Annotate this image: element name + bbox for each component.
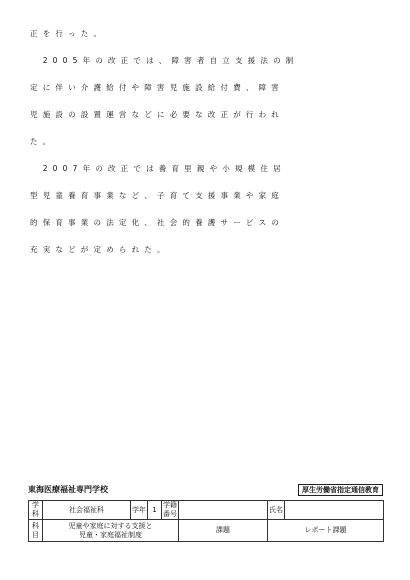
subject-value-line-2: 児童・家庭福祉制度 [79,530,142,539]
body-line: 児施設の設置運営などに必要な改正が行われ [30,110,284,119]
year-label: 学年 [131,501,148,520]
name-value [285,501,384,520]
body-line: 的保育事業の法定化、社会的養護サービスの [30,218,284,227]
body-line: 2007年の改正では養育里親や小規模住居 [30,164,286,173]
body-line: た。 [30,137,56,146]
body-line: 正を行った。 [30,29,107,38]
assignment-value: レポート課題 [268,520,384,542]
body-line: 2005年の改正では、障害者自立支援法の制 [30,56,299,65]
student-info-table [28,500,384,542]
body-line: 充実などが定められた。 [30,245,170,254]
body-line: 型児童養育事業など、子育て支援事業や家庭 [30,191,284,200]
department-label: 学科 [29,501,43,520]
name-label: 氏名 [268,501,285,520]
report-body [30,28,380,271]
approval-stamp: 厚生労働省指定通信教育 [298,484,383,496]
student-number-label: 学籍番号 [163,501,177,518]
student-number-value [179,501,268,520]
year-value: 1 [148,501,162,520]
school-name: 東海医療福祉専門学校 [28,484,108,494]
subject-value-line-1: 児童や家庭に対する支援と [68,521,153,530]
assignment-label: 課題 [179,520,268,542]
footer-header [28,484,383,498]
report-footer [28,484,383,539]
body-line: 定に伴い介護給付や障害児施設給付費、障害 [30,83,284,92]
department-value: 社会福祉科 [43,501,131,520]
subject-value [43,520,179,542]
subject-label: 科目 [29,520,43,542]
